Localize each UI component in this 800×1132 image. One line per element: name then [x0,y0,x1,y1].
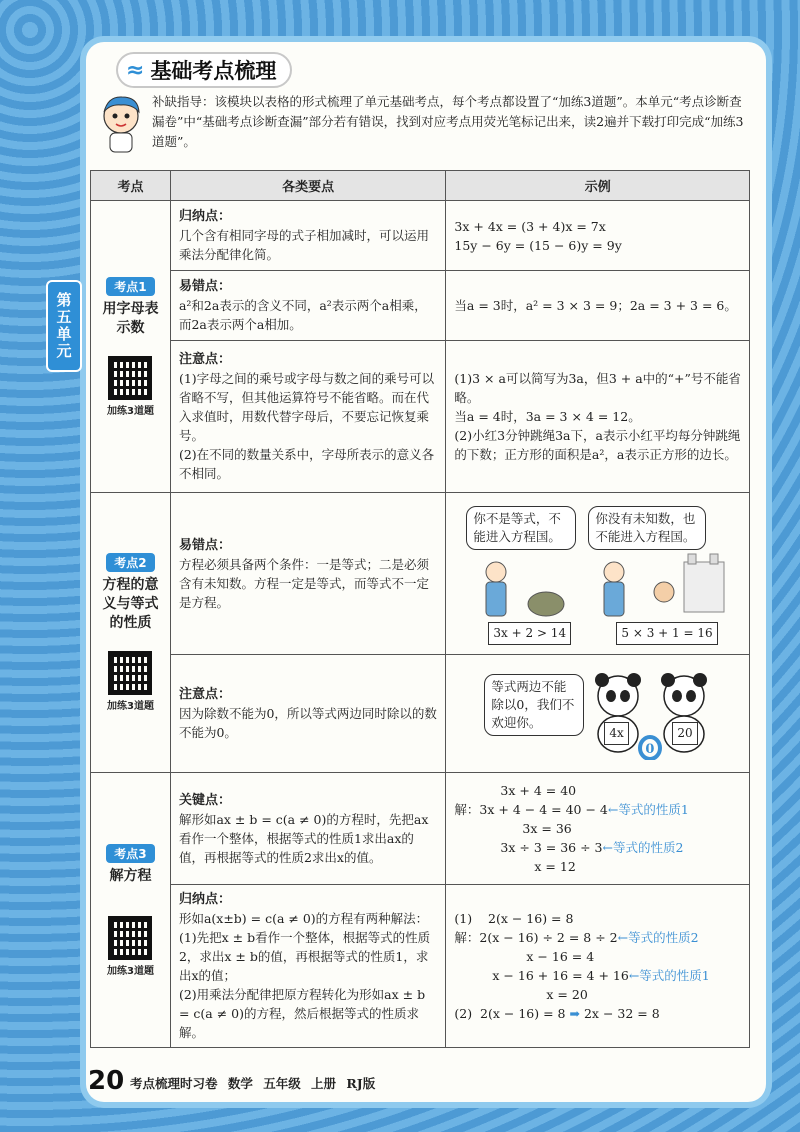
waves-icon: ≈ [126,57,145,83]
point-text: 解形如ax ± b = c(a ≠ 0)的方程时，先把ax看作一个整体，根据等式的性质1求出ax的值，再根据等式的性质2求出x的值。 [178,811,429,865]
qr-label: 加练3道题 [106,701,154,712]
panda-cartoon [454,664,741,764]
kp2-badge: 考点2 [106,553,154,572]
point-heading: 注意点： [178,687,231,702]
arrow-right-icon: ➡ [569,1006,580,1021]
kp2-point-2 [170,655,445,773]
equation-line: 2x − 32 = 8 [583,1006,660,1021]
intro-paragraph: 补缺指导：该模块以表格的形式梳理了单元基础考点，每个考点都设置了“加练3道题”。本单元“考点诊断查漏卷”中“基础考点诊断查漏”部分若有错误，找到对应考点用荧光笔标记出来，读2遍并下载打印完成“加练3道题”。 [152,94,744,149]
kp2-example-2 [446,655,750,773]
point-text: 几个含有相同字母的式子相加减时，可以运用乘法分配律化简。 [178,228,429,262]
section-title [116,52,292,88]
equation-line: 3x = 36 [522,821,572,836]
equation-line: x = 20 [546,987,588,1002]
kp1-cell [91,201,171,493]
panda-tag: 4x [604,722,628,745]
kp1-example-1 [446,201,750,271]
kp3-example-2 [446,885,750,1048]
point-text: (2)在不同的数量关系中，字母所表示的意义各不相同。 [178,447,435,481]
point-heading: 易错点： [178,537,231,553]
qr-label: 加练3道题 [106,405,154,417]
section-title-text: 基础考点梳理 [150,59,277,83]
panda-tag: 20 [672,722,697,745]
property-note: ←等式的性质2 [602,840,684,855]
kp2-point-1 [170,493,445,655]
boy-avatar-icon [96,92,146,154]
equation-line: 3x ÷ 3 = 36 ÷ 3 [500,840,603,855]
speech-bubble: 你不是等式，不能进入方程国。 [466,506,576,550]
qr-label: 加练3道题 [106,965,154,977]
point-text: a²和2a表示的含义不同，a²表示两个a相乘，而2a表示两个a相加。 [178,298,427,332]
kp3-badge: 考点3 [106,844,154,863]
kp2-cell [91,493,171,773]
kp1-example-2 [446,271,750,341]
point-heading: 关键点： [178,792,231,808]
kp1-point-2 [170,271,445,341]
kp3-cell [91,773,171,1048]
example-line: (1)3 × a可以简写为3a，但3 + a中的“+”号不能省略。 [454,371,741,405]
property-note: ←等式的性质2 [617,930,699,945]
equation-line: 3x + 4 = 40 [500,783,577,798]
page-number: 20 [88,1066,125,1096]
kp3-example-1 [446,773,750,885]
header-yaodian: 各类要点 [170,171,445,201]
property-note: ←等式的性质1 [607,802,689,817]
qr-code-icon[interactable] [108,356,152,400]
kp1-example-3 [446,341,750,493]
kp3-name: 解方程 [109,867,152,884]
kp1-badge: 考点1 [106,277,154,296]
qr-code-icon[interactable] [108,651,152,695]
header-kaodian: 考点 [91,171,171,201]
equation-line: x = 12 [534,859,576,874]
example-line: 15y − 6y = (15 − 6)y = 9y [454,237,622,253]
point-text: 形如a(x±b) = c(a ≠ 0)的方程有两种解法： [178,911,429,926]
panda-illustration-icon [588,668,728,760]
speech-bubble: 你没有未知数，也不能进入方程国。 [588,506,706,550]
inequality-box: 3x + 2 > 14 [488,622,571,645]
speech-bubble: 等式两边不能除以0，我们不欢迎你。 [484,674,584,736]
zero-ring-label: 0 [645,741,655,757]
header-shili: 示例 [446,171,750,201]
point-text: 方程必须具备两个条件：一是等式；二是必须含有未知数。方程一定是等式，而等式不一定是方程。 [178,556,429,610]
equation-line: (1) 2(x − 16) = 8 [454,911,574,926]
equation-kingdom-cartoon [454,504,741,644]
point-text: 因为除数不能为0，所以等式两边同时除以的数不能为0。 [178,706,437,740]
point-heading: 归纳点： [178,892,231,907]
point-heading: 注意点： [178,352,231,367]
equation-line: (2) 2(x − 16) = 8 [454,1006,566,1021]
equation-line: 解：3x + 4 − 4 = 40 − 4 [454,802,608,817]
property-note: ←等式的性质1 [628,968,710,983]
point-heading: 归纳点： [178,209,231,224]
example-line: 3x + 4x = (3 + 4)x = 7x [454,218,606,234]
knowledge-table [90,170,750,1048]
point-heading: 易错点： [178,279,231,294]
kp3-point-2 [170,885,445,1048]
kp1-point-1 [170,201,445,271]
example-line: (2)小红3分钟跳绳3a下，a表示小红平均每分钟跳绳的下数；正方形的面积是a²，a表示正方形的边长。 [454,428,741,462]
footer-book-info: 考点梳理时习卷 数学 五年级 上册 RJ版 [130,1076,376,1091]
unit-tab: 第五单元 [46,280,82,372]
kp2-name: 方程的意义与等式的性质 [102,577,159,631]
example-line: 当a = 4时，3a = 3 × 4 = 12。 [454,409,641,424]
kp3-point-1 [170,773,445,885]
equation-line: x − 16 = 4 [526,949,595,964]
equation-line: 解：2(x − 16) ÷ 2 = 8 ÷ 2 [454,930,618,945]
point-text: (1)先把x ± b看作一个整体，根据等式的性质2，求出x ± b的值，再根据等式的性质1，求出x的值； [178,930,431,983]
equation-box: 5 × 3 + 1 = 16 [616,622,717,645]
point-text: (1)字母之间的乘号或字母与数之间的乘号可以省略不写，但其他运算符号不能省略。而在代入求值时，用数代替字母后，不要忘记恢复乘号。 [178,371,435,443]
kp2-example-1 [446,493,750,655]
point-text: (2)用乘法分配律把原方程转化为形如ax ± b = c(a ≠ 0)的方程，然后根据等式的性质求解。 [178,987,426,1040]
example-line: 当a = 3时，a² = 3 × 3 = 9；2a = 3 + 3 = 6。 [454,298,737,313]
kp1-point-3 [170,341,445,493]
qr-code-icon[interactable] [108,916,152,960]
kp1-name: 用字母表示数 [102,300,159,336]
equation-line: x − 16 + 16 = 4 + 16 [492,968,629,983]
